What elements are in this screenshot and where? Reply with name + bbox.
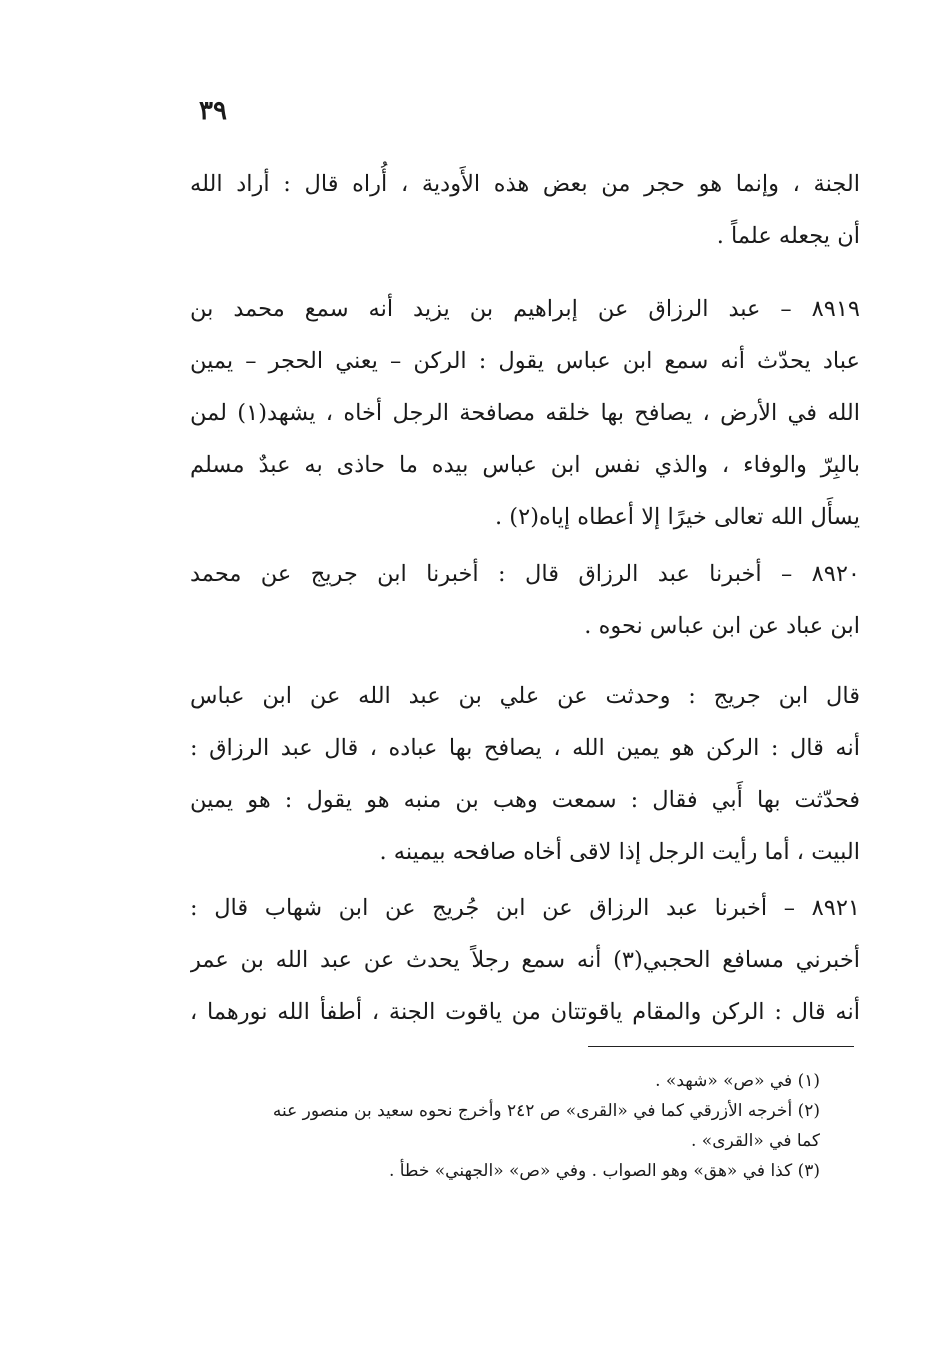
- ibn-jurayj-narration: [190, 670, 860, 878]
- text-line: ٨٩١٩ – عبد الرزاق عن إبراهيم بن يزيد أنه سمع محمد بن: [190, 296, 860, 322]
- text-line: فحدّثت بها أَبي فقال : سمعت وهب بن منبه هو يقول : هو يمين: [190, 787, 860, 813]
- hadith-8920: [190, 548, 860, 652]
- footnote-divider: [588, 1046, 854, 1047]
- footnotes: [160, 1066, 820, 1186]
- paragraph-continuation: [190, 158, 860, 262]
- footnote-3: (٣) كذا في «هق» وهو الصواب . وفي «ص» «الجهني» خطأ .: [388, 1161, 820, 1181]
- text-line: يسأَل الله تعالى خيرًا إلا أعطاه إياه(٢) .: [495, 504, 860, 530]
- text-line: أنه قال : الركن هو يمين الله ، يصافح بها عباده ، قال عبد الرزاق :: [190, 735, 860, 761]
- hadith-8919: [190, 283, 860, 543]
- page-number: ٣٩: [199, 96, 227, 126]
- hadith-8921: [190, 882, 860, 1038]
- text-line: البيت ، أما رأيت الرجل إذا لاقى أخاه صافحه بيمينه .: [379, 839, 860, 865]
- footnote-2-continuation: كما في «القرى» .: [690, 1131, 820, 1151]
- text-line: ابن عباد عن ابن عباس نحوه .: [584, 613, 860, 639]
- footnote-2: (٢) أخرجه الأزرقي كما في «القرى» ص ٢٤٢ وأخرج نحوه سعيد بن منصور عنه: [272, 1101, 820, 1121]
- text-line: الجنة ، وإنما هو حجر من بعض هذه الأَودية ، أُراه قال : أراد الله: [190, 171, 860, 197]
- footnote-1: (١) في «ص» «شهد» .: [655, 1071, 820, 1091]
- text-line: عباد يحدّث أنه سمع ابن عباس يقول : الركن – يعني الحجر – يمين: [190, 348, 860, 374]
- text-line: أن يجعله علماً .: [716, 223, 860, 249]
- text-line: ٨٩٢١ – أخبرنا عبد الرزاق عن ابن جُريج عن ابن شهاب قال :: [190, 895, 860, 921]
- text-line: قال ابن جريج : وحدثت عن علي بن عبد الله عن ابن عباس: [190, 683, 860, 709]
- text-line: أخبرني مسافع الحجبي(٣) أنه سمع رجلاً يحدث عن عبد الله بن عمر: [190, 947, 860, 973]
- text-line: ٨٩٢٠ – أخبرنا عبد الرزاق قال : أخبرنا ابن جريج عن محمد: [190, 561, 860, 587]
- text-line: بالبِرّ والوفاء ، والذي نفس ابن عباس بيده ما حاذى به عبدٌ مسلم: [190, 452, 860, 478]
- text-line: أنه قال : الركن والمقام ياقوتتان من ياقوت الجنة ، أطفأ الله نورهما ،: [190, 999, 860, 1025]
- text-line: الله في الأرض ، يصافح بها خلقه مصافحة الرجل أخاه ، يشهد(١) لمن: [190, 400, 860, 426]
